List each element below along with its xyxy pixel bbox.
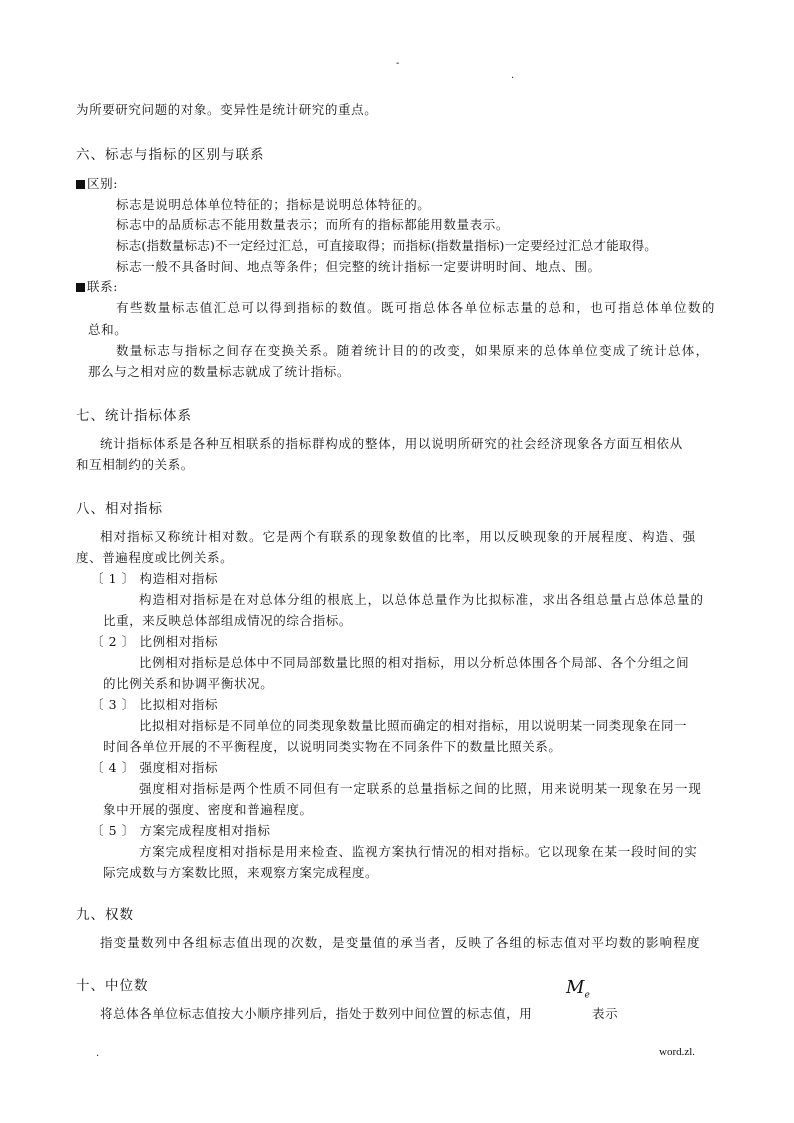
diff-item-2: 标志中的品质标志不能用数量表示；而所有的指标都能用数量表示。 [116, 217, 510, 232]
relative-item-4-title: 〔 4 〕 强度相对指标 [91, 760, 219, 775]
relative-item-4-line-1: 强度相对指标是两个性质不同但有一定联系的总量指标之间的比照，用来说明某一现象在另一现 [139, 781, 702, 796]
section-9-paragraph: 指变量数列中各组标志值出现的次数，是变量值的承当者，反映了各组的标志值对平均数的影响程度 [100, 935, 701, 950]
relative-item-2-title: 〔 2 〕 比例相对指标 [91, 634, 219, 649]
relative-item-2-line-1: 比例相对指标是总体中不同局部数量比照的相对指标，用以分析总体围各个局部、各个分组之间 [139, 655, 690, 670]
section-7-paragraph-line-2: 和互相制约的关系。 [76, 457, 194, 472]
link-paragraph-2-line-1: 数量标志与指标之间存在变换关系。随着统计目的的改变，如果原来的总体单位变成了统计总体， [116, 343, 710, 358]
square-bullet-icon [76, 180, 85, 189]
relative-item-1-line-1: 构造相对指标是在对总体分组的根底上，以总体总量作为比拟标准，求出各组总量占总体总量的 [139, 592, 704, 607]
relative-item-4-line-2: 象中开展的强度、密度和普遍程度。 [103, 802, 313, 817]
top-dot-mark: . [511, 70, 515, 81]
section-6-heading: 六、标志与指标的区别与联系 [76, 147, 265, 163]
relative-item-1-line-2: 比重，来反映总体部组成情况的综合指标。 [103, 613, 352, 628]
relative-item-3-title: 〔 3 〕 比拟相对指标 [91, 697, 219, 712]
section-9-heading: 九、权数 [76, 907, 134, 923]
diff-label: 区别: [76, 174, 118, 192]
link-paragraph-1-line-2: 总和。 [88, 322, 128, 337]
relative-item-2-line-2: 的比例关系和协调平衡状况。 [103, 676, 274, 691]
relative-item-5-title: 〔 5 〕 方案完成程度相对指标 [91, 823, 271, 838]
relative-item-5-line-2: 际完成数与方案数比照，来观察方案完成程度。 [103, 865, 379, 880]
diff-item-1: 标志是说明总体单位特征的；指标是说明总体特征的。 [116, 197, 431, 212]
diff-item-4: 标志一般不具备时间、地点等条件；但完整的统计指标一定要讲明时间、地点、围。 [116, 259, 601, 274]
section-8-paragraph-line-1: 相对指标又称统计相对数。它是两个有联系的现象数值的比率，用以反映现象的开展程度、构造、强 [100, 529, 697, 544]
footer-watermark: word.zl. [659, 1046, 696, 1058]
square-bullet-icon [76, 283, 85, 292]
median-symbol: $M_e$ [566, 977, 590, 1001]
link-paragraph-2-line-2: 那么与之相对应的数量标志就成了统计指标。 [88, 364, 351, 379]
link-label: 联系: [76, 277, 118, 295]
relative-item-1-title: 〔 1 〕 构造相对指标 [91, 571, 219, 586]
section-8-paragraph-line-2: 度、普遍程度或比例关系。 [76, 550, 234, 565]
section-10-heading: 十、中位数 [76, 978, 149, 994]
section-7-heading: 七、统计指标体系 [76, 408, 192, 424]
section-10-paragraph-text: 将总体各单位标志值按大小顺序排列后，指处于数列中间位置的标志值，用 [100, 1006, 533, 1021]
section-8-heading: 八、相对指标 [76, 501, 163, 517]
top-dash-mark: - [396, 58, 400, 69]
relative-item-3-line-2: 时间各单位开展的不平衡程度，以说明同类实物在不同条件下的数量比照关系。 [103, 739, 562, 754]
relative-item-5-line-1: 方案完成程度相对指标是用来检查、监视方案执行情况的相对指标。它以现象在某一段时间的实 [139, 844, 698, 859]
link-paragraph-1-line-1: 有些数量标志值汇总可以得到指标的数值。既可指总体各单位标志量的总和，也可指总体单位数的 [116, 300, 716, 315]
section-7-paragraph-line-1: 统计指标体系是各种互相联系的指标群构成的整体，用以说明所研究的社会经济现象各方面互相依从 [100, 436, 684, 451]
relative-item-3-line-1: 比拟相对指标是不同单位的同类现象数量比照而确定的相对指标，用以说明某一同类现象在同一 [139, 718, 688, 733]
diff-item-3: 标志(指数量标志)不一定经过汇总，可直接取得；而指标(指数量指标)一定要经过汇总才能取得。 [116, 238, 658, 253]
section-10-paragraph-suffix: 表示 [592, 1006, 619, 1021]
footer-dot: . [96, 1048, 100, 1059]
intro-paragraph: 为所要研究问题的对象。变异性是统计研究的重点。 [76, 102, 378, 117]
